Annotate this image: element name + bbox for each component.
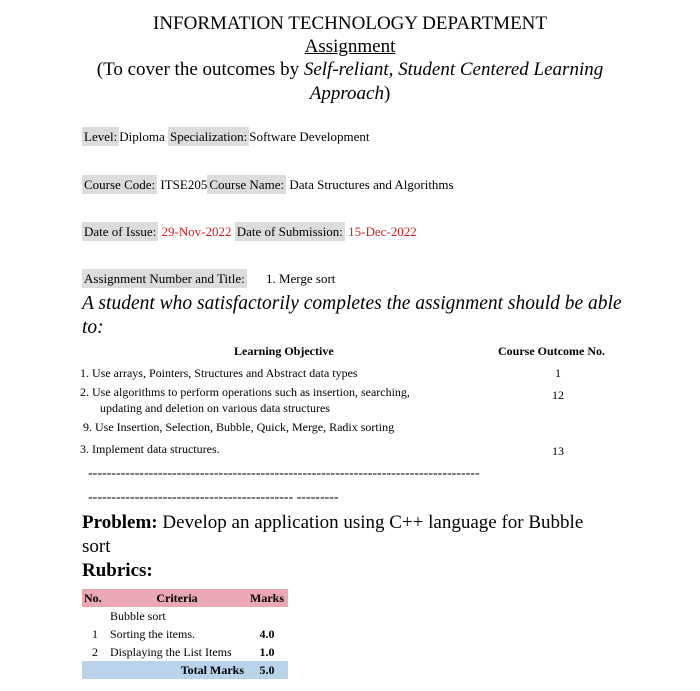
course-row — [82, 177, 454, 193]
purpose-line-1 — [0, 58, 700, 81]
course-name-value: Data Structures and Algorithms — [289, 177, 454, 192]
assignment-label: Assignment Number and Title: — [84, 271, 245, 286]
rubric-total-row — [82, 661, 288, 679]
course-code-label: Course Code: — [84, 177, 156, 192]
rubric-total-value: 5.0 — [246, 661, 288, 679]
level-value: Diploma — [119, 129, 165, 144]
outcome-row-4: 13 — [552, 444, 564, 458]
rubric-col-no: No. — [82, 589, 108, 607]
rubric-section-row — [82, 607, 288, 625]
purpose-italic-1: Self-reliant, Student Centered Learning — [303, 59, 604, 80]
table-row — [82, 643, 288, 661]
rubric-total-label: Total Marks — [108, 661, 246, 679]
date-submission-value: 15-Dec-2022 — [348, 224, 417, 239]
date-issue-value: 29-Nov-2022 — [161, 224, 232, 239]
objective-row-1: 1. Use arrays, Pointers, Structures and Abstract data types — [80, 366, 358, 380]
rubric-col-criteria: Criteria — [108, 589, 246, 607]
table-row — [82, 625, 288, 643]
document-type — [0, 35, 700, 58]
rubric-row-criteria: Displaying the List Items — [110, 644, 232, 659]
rubric-row-no: 1 — [92, 626, 98, 641]
purpose-suffix: ) — [383, 83, 391, 104]
rubric-section-label: Bubble sort — [110, 608, 166, 623]
purpose-line-2 — [0, 82, 700, 105]
rubric-row-no: 2 — [92, 644, 98, 659]
rubric-table — [82, 589, 288, 679]
document-type-label: Assignment — [304, 36, 396, 57]
rubric-row-marks: 1.0 — [259, 644, 275, 659]
problem-text: Develop an application using C++ language for Bubble — [157, 512, 584, 533]
objective-row-2-cont: updating and deletion on various data structures — [100, 401, 330, 415]
rubric-col-marks: Marks — [246, 589, 288, 607]
rubrics-title: Rubrics: — [82, 560, 153, 581]
dashed-separator-1: ------------------------------------------------------------------------------------ — [88, 466, 480, 481]
level-label: Level: — [84, 129, 118, 144]
objective-col-header: Learning Objective — [234, 344, 334, 358]
intro-line-1: A student who satisfactorily completes the assignment should be able — [82, 293, 622, 314]
objective-row-4: 3. Implement data structures. — [80, 442, 220, 456]
objective-row-2: 2. Use algorithms to perform operations such as insertion, searching, — [80, 385, 410, 399]
rubric-row-marks: 4.0 — [259, 626, 275, 641]
level-row — [82, 129, 369, 145]
outcome-row-2: 12 — [552, 388, 564, 402]
course-name-label: Course Name: — [209, 177, 285, 192]
problem-line-1 — [82, 511, 583, 535]
assignment-row — [82, 271, 335, 287]
dates-row — [82, 224, 417, 240]
department-title: INFORMATION TECHNOLOGY DEPARTMENT — [153, 13, 547, 34]
specialization-label: Specialization: — [169, 129, 248, 144]
purpose-prefix: (To cover the outcomes by — [96, 59, 304, 80]
assignment-value: 1. Merge sort — [265, 271, 336, 286]
course-code-value: ITSE205 — [160, 177, 208, 192]
rubric-header-row — [82, 589, 288, 607]
purpose-italic-2: Approach — [309, 83, 384, 104]
outcome-col-header: Course Outcome No. — [498, 344, 605, 358]
outcome-row-1: 1 — [555, 366, 561, 380]
dashed-separator-2: -------------------------------------------- --------- — [88, 490, 339, 505]
date-issue-label: Date of Issue: — [84, 224, 157, 239]
problem-line-2: sort — [82, 536, 111, 557]
specialization-value: Software Development — [249, 129, 370, 144]
intro-line-2: to: — [82, 317, 104, 338]
date-submission-label: Date of Submission: — [236, 224, 343, 239]
rubric-row-criteria: Sorting the items. — [110, 626, 195, 641]
problem-label: Problem: — [82, 512, 158, 533]
objective-row-3: 9. Use Insertion, Selection, Bubble, Quick, Merge, Radix sorting — [83, 420, 395, 434]
